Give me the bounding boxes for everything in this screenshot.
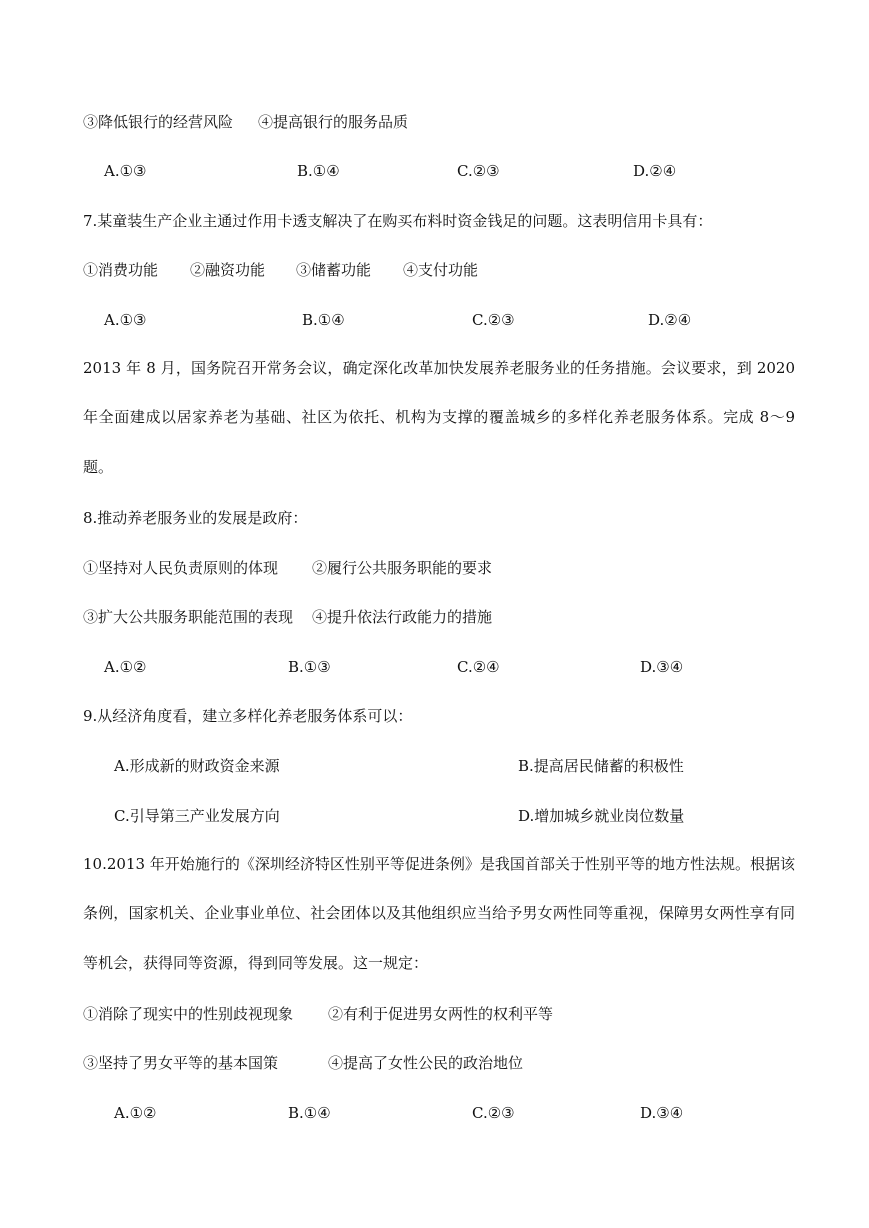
q8-option-b: B.①③ xyxy=(288,658,331,676)
q7-option-d: D.②④ xyxy=(648,311,692,329)
q10-statement-3: ③坚持了男女平等的基本国策 xyxy=(83,1054,279,1072)
q9-stem: 9.从经济角度看，建立多样化养老服务体系可以： xyxy=(83,707,413,725)
q7-statement-4: ④支付功能 xyxy=(403,261,479,279)
q7-stem: 7.某童装生产企业主通过作用卡透支解决了在购买布料时资金钱足的问题。这表明信用卡具有： xyxy=(83,212,713,230)
q10-option-a: A.①② xyxy=(114,1104,157,1122)
q7-statement-1: ①消费功能 xyxy=(83,261,159,279)
q9-option-a: A.形成新的财政资金来源 xyxy=(114,757,280,775)
q8-statement-4: ④提升依法行政能力的措施 xyxy=(312,608,493,626)
q7-option-c: C.②③ xyxy=(472,311,515,329)
q6-statement-3: ③降低银行的经营风险 xyxy=(83,113,234,131)
q10-statement-4: ④提高了女性公民的政治地位 xyxy=(328,1054,524,1072)
q7-statement-2: ②融资功能 xyxy=(190,261,266,279)
q8-statement-1: ①坚持对人民负责原则的体现 xyxy=(83,559,279,577)
q9-option-d: D.增加城乡就业岗位数量 xyxy=(518,807,685,825)
q9-option-b: B.提高居民储蓄的积极性 xyxy=(518,757,684,775)
q10-statement-1: ①消除了现实中的性别歧视现象 xyxy=(83,1005,294,1023)
q8-statement-2: ②履行公共服务职能的要求 xyxy=(312,559,493,577)
q8-statement-3: ③扩大公共服务职能范围的表现 xyxy=(83,608,294,626)
q10-option-b: B.①④ xyxy=(288,1104,331,1122)
q7-option-a: A.①③ xyxy=(104,311,147,329)
q7-statement-3: ③储蓄功能 xyxy=(296,261,372,279)
material-8-9: 2013 年 8 月，国务院召开常务会议，确定深化改革加快发展养老服务业的任务措施。会议要求，到 2020 年全面建成以居家养老为基础、社区为依托、机构为支撑的覆盖城乡的多样化养老服务体系。完成 8～9 题。 xyxy=(83,359,795,476)
q10-option-d: D.③④ xyxy=(640,1104,684,1122)
q7-option-b: B.①④ xyxy=(302,311,345,329)
q8-option-d: D.③④ xyxy=(640,658,684,676)
q9-option-c: C.引导第三产业发展方向 xyxy=(114,807,280,825)
q10-stem: 10.2013 年开始施行的《深圳经济特区性别平等促进条例》是我国首部关于性别平等的地方性法规。根据该条例，国家机关、企业事业单位、社会团体以及其他组织应当给予男女两性同等重视，保障男女两性享有同等机会，获得同等资源，得到同等发展。这一规定： xyxy=(83,855,795,972)
q6-option-d: D.②④ xyxy=(633,162,677,180)
q8-option-a: A.①② xyxy=(104,658,147,676)
q8-stem: 8.推动养老服务业的发展是政府： xyxy=(83,509,308,527)
q6-option-a: A.①③ xyxy=(104,162,147,180)
q8-option-c: C.②④ xyxy=(457,658,500,676)
q10-option-c: C.②③ xyxy=(472,1104,515,1122)
q6-option-c: C.②③ xyxy=(457,162,500,180)
q10-statement-2: ②有利于促进男女两性的权利平等 xyxy=(328,1005,554,1023)
q6-option-b: B.①④ xyxy=(297,162,340,180)
q6-statement-4: ④提高银行的服务品质 xyxy=(258,113,409,131)
